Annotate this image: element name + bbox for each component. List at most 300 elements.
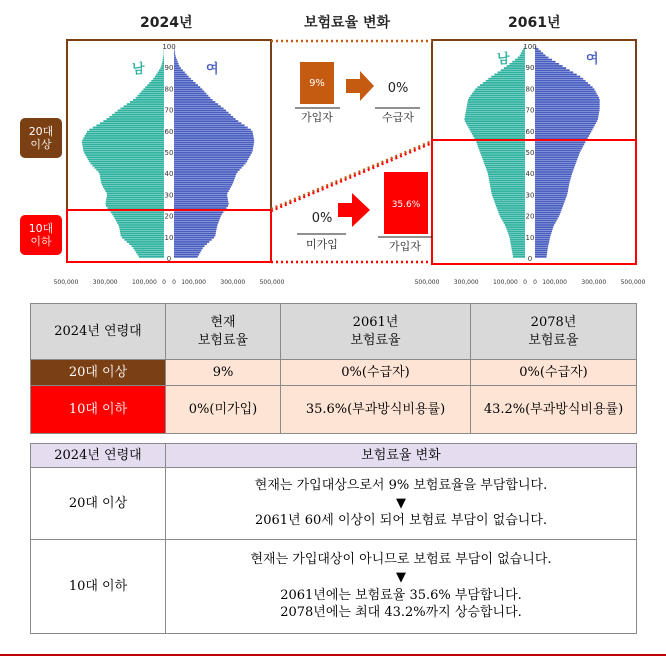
female-bar [174, 188, 230, 190]
female-bar [535, 158, 577, 160]
male-bar [498, 71, 525, 73]
female-bar [174, 165, 244, 167]
x-tick-label: 100,000 [181, 279, 207, 286]
male-bar [163, 54, 164, 56]
female-bar [174, 156, 249, 158]
male-bar [497, 207, 525, 209]
male-bar [92, 165, 164, 167]
female-bar [174, 243, 207, 245]
female-bar [174, 230, 216, 232]
male-bar [107, 118, 164, 120]
female-bar [535, 120, 597, 122]
female-bar [174, 184, 232, 186]
female-bar [535, 93, 597, 95]
y-tick-label: 0 [166, 255, 172, 263]
female-bar [174, 180, 234, 182]
male-bar [112, 114, 164, 116]
side-label-upper: 20대 이상 [20, 118, 62, 158]
female-bar [174, 97, 210, 99]
male-bar [124, 105, 164, 107]
male-bar [510, 239, 525, 241]
female-bar [174, 175, 236, 177]
male-bar [489, 180, 525, 182]
male-bar [488, 78, 525, 80]
female-bar [535, 144, 584, 146]
female-bar [535, 150, 581, 152]
female-bar [174, 207, 227, 209]
female-bar [535, 118, 598, 120]
male-bar [466, 112, 525, 114]
male-bar [155, 76, 164, 78]
x-tick-label: 300,000 [581, 279, 607, 286]
y-tick-label: 80 [525, 85, 535, 94]
female-bar [535, 156, 578, 158]
female-bar [535, 177, 571, 179]
female-bar [535, 205, 563, 207]
male-bar [107, 197, 164, 199]
female-bar [174, 124, 245, 126]
female-bar [535, 78, 583, 80]
male-bar [88, 158, 164, 160]
female-bar [535, 188, 568, 190]
female-bar [174, 169, 240, 171]
female-bar [535, 57, 549, 59]
female-bar [535, 112, 599, 114]
female-bar [174, 233, 216, 235]
female-bar [535, 146, 583, 148]
male-bar [472, 133, 525, 135]
female-bar [174, 220, 219, 222]
female-bar [174, 69, 183, 71]
female-bar [535, 105, 600, 107]
female-bar [535, 241, 549, 243]
female-bar [174, 192, 228, 194]
male-bar [158, 71, 164, 73]
male-bar [159, 69, 164, 71]
x-tick-label: 500,000 [259, 279, 285, 286]
male-bar [119, 226, 164, 228]
female-bar [174, 135, 253, 137]
male-bar [136, 252, 164, 254]
male-bar [511, 243, 525, 245]
table2-header-0: 2024년 연령대 [31, 444, 166, 468]
female-bar [174, 144, 254, 146]
female-bar [174, 59, 177, 61]
female-bar [174, 112, 228, 114]
male-bar [89, 129, 164, 131]
y-tick-label: 0 [527, 255, 533, 263]
male-bar [149, 82, 164, 84]
female-bar [174, 101, 215, 103]
male-bar [91, 163, 165, 165]
male-bar [112, 213, 164, 215]
male-bar [105, 190, 164, 192]
male-bar [102, 184, 164, 186]
female-bar [535, 194, 567, 196]
female-bar [535, 169, 573, 171]
female-bar [174, 250, 202, 252]
male-bar [471, 131, 525, 133]
male-bar [512, 252, 525, 254]
male-bar [156, 74, 164, 76]
female-bar [535, 116, 598, 118]
table1-row-label: 20대 이상 [31, 360, 166, 386]
table1-cell: 9% [166, 360, 281, 386]
female-bar [174, 186, 231, 188]
female-bar [535, 239, 550, 241]
female-bar [174, 203, 229, 205]
table1-cell: 35.6%(부과방식비용률) [281, 386, 471, 434]
female-bar [174, 78, 191, 80]
male-bar [117, 222, 164, 224]
female-bar [535, 180, 570, 182]
female-bar [535, 131, 591, 133]
male-bar [511, 247, 525, 249]
female-bar [535, 152, 580, 154]
female-bar [535, 54, 546, 56]
male-bar [465, 114, 525, 116]
male-bar [473, 135, 525, 137]
male-bar [504, 222, 525, 224]
x-tick-label: 500,000 [414, 279, 440, 286]
x-tick-label: 0 [172, 279, 176, 286]
male-bar [83, 146, 164, 148]
male-bar [162, 61, 164, 63]
y-tick-label: 100 [162, 43, 176, 51]
male-bar [480, 84, 525, 86]
female-bar [174, 216, 221, 218]
y-tick-label: 20 [164, 212, 174, 221]
down-arrow-icon: ▼ [396, 569, 406, 585]
x-tick-label: 0 [533, 279, 537, 286]
male-bar [143, 88, 164, 90]
male-bar [487, 169, 525, 171]
female-bar [174, 57, 176, 59]
female-bar [535, 247, 548, 249]
female-bar [174, 105, 221, 107]
male-bar [487, 171, 525, 173]
male-bar [98, 171, 164, 173]
male-bar [106, 205, 164, 207]
male-bar [86, 133, 164, 135]
male-bar [490, 182, 525, 184]
text-line: 2078년에는 최대 43.2%까지 상승합니다. [280, 605, 522, 621]
male-bar [114, 216, 164, 218]
female-bar [174, 252, 200, 254]
male-bar [488, 173, 525, 175]
male-bar [474, 137, 525, 139]
male-bar [491, 192, 525, 194]
female-bar [535, 235, 551, 237]
male-bar [106, 199, 164, 201]
male-bar [498, 209, 525, 211]
male-bar [509, 235, 525, 237]
female-bar [535, 218, 558, 220]
female-bar [174, 197, 228, 199]
female-bar [535, 209, 561, 211]
female-bar [535, 243, 549, 245]
female-bar [535, 137, 588, 139]
female-bar [174, 80, 193, 82]
female-bar [535, 103, 600, 105]
female-bar [535, 76, 580, 78]
female-bar [174, 148, 253, 150]
male-bar [476, 141, 525, 143]
male-bar [466, 110, 525, 112]
male-bar [475, 88, 525, 90]
male-bar [103, 186, 164, 188]
female-bar [535, 171, 573, 173]
female-bar [174, 110, 226, 112]
male-bar [105, 203, 164, 205]
female-bar [535, 167, 574, 169]
female-label-2061: 여 [586, 52, 599, 67]
female-bar [535, 52, 543, 54]
female-bar [535, 186, 569, 188]
table1-cell: 43.2%(부과방식비용률) [471, 386, 637, 434]
male-bar [109, 116, 164, 118]
female-bar [174, 235, 215, 237]
female-bar [535, 220, 557, 222]
female-bar [174, 177, 235, 179]
female-bar [535, 99, 600, 101]
female-bar [535, 173, 572, 175]
male-bar [510, 63, 525, 65]
male-bar [477, 144, 525, 146]
female-bar [174, 116, 233, 118]
male-bar [472, 93, 525, 95]
table2-row-text [166, 540, 637, 634]
male-bar [493, 197, 525, 199]
male-bar [506, 226, 525, 228]
x-tick-label: 100,000 [542, 279, 568, 286]
male-bar [135, 250, 164, 252]
female-bar [535, 256, 547, 258]
table2-row-label: 10대 이하 [31, 540, 166, 634]
lower-from-label: 미가입 [306, 238, 338, 251]
male-bar [124, 239, 164, 241]
male-bar [480, 150, 525, 152]
male-bar [468, 99, 525, 101]
male-bar [469, 97, 525, 99]
male-bar [483, 158, 525, 160]
male-bar [513, 256, 525, 258]
female-bar [174, 118, 236, 120]
female-bar [535, 148, 582, 150]
male-bar [115, 112, 164, 114]
male-bar [483, 82, 525, 84]
female-bar [174, 163, 246, 165]
male-bar [82, 141, 164, 143]
y-tick-label: 60 [525, 127, 535, 136]
male-label-2024: 남 [132, 62, 145, 77]
female-bar [174, 52, 175, 54]
female-bar [174, 160, 247, 162]
male-bar [100, 177, 164, 179]
table1-cell: 0%(수급자) [281, 360, 471, 386]
male-bar [495, 203, 525, 205]
table2-row-label: 20대 이상 [31, 468, 166, 540]
male-bar [510, 237, 525, 239]
male-bar [120, 233, 164, 235]
female-bar [174, 65, 179, 67]
female-bar [174, 228, 217, 230]
male-bar [485, 165, 525, 167]
female-bar [174, 194, 227, 196]
male-bar [120, 107, 164, 109]
male-bar [496, 205, 525, 207]
male-bar [513, 254, 525, 256]
y-tick-label: 50 [525, 149, 535, 157]
female-bar [535, 67, 566, 69]
female-bar [174, 133, 253, 135]
male-bar [471, 95, 525, 97]
female-bar [535, 203, 564, 205]
female-bar [535, 154, 579, 156]
male-bar [482, 156, 525, 158]
female-bar [535, 224, 554, 226]
male-bar [512, 61, 525, 63]
female-bar [535, 250, 547, 252]
male-bar [163, 57, 164, 59]
male-bar [131, 245, 164, 247]
male-bar [101, 182, 164, 184]
female-bar [535, 254, 547, 256]
female-bar [174, 224, 218, 226]
male-bar [85, 154, 164, 156]
female-bar [535, 97, 599, 99]
male-bar [87, 156, 164, 158]
upper-from-value: 9% [309, 78, 325, 89]
female-bar [174, 173, 236, 175]
male-bar [488, 175, 525, 177]
male-bar [499, 213, 525, 215]
x-tick-label: 300,000 [453, 279, 479, 286]
female-bar [535, 213, 560, 215]
female-bar [174, 63, 179, 65]
female-bar [535, 237, 550, 239]
table1-header-0: 2024년 연령대 [31, 304, 166, 360]
male-bar [498, 211, 525, 213]
female-bar [174, 245, 205, 247]
left-year-title: 2024년 [140, 15, 193, 31]
female-bar [174, 237, 214, 239]
male-bar [100, 122, 164, 124]
female-bar [174, 139, 254, 141]
lower-to-value: 35.6% [391, 200, 421, 210]
female-bar [535, 192, 568, 194]
female-label-2024: 여 [206, 62, 219, 77]
male-bar [494, 199, 525, 201]
female-bar [535, 135, 589, 137]
male-bar [141, 91, 164, 93]
y-tick-label: 70 [525, 106, 535, 115]
male-bar [100, 173, 164, 175]
male-bar [151, 80, 164, 82]
male-bar [104, 188, 164, 190]
male-bar [489, 177, 525, 179]
y-tick-label: 10 [164, 233, 174, 242]
male-bar [507, 228, 525, 230]
female-bar [174, 226, 217, 228]
female-bar [174, 84, 198, 86]
female-bar [174, 141, 254, 143]
male-bar [512, 250, 525, 252]
female-bar [535, 63, 559, 65]
male-bar [82, 144, 164, 146]
male-bar [464, 118, 525, 120]
female-bar [174, 150, 253, 152]
male-bar [101, 180, 164, 182]
male-bar [138, 95, 164, 97]
female-bar [174, 107, 224, 109]
female-bar [174, 201, 228, 203]
male-bar [96, 124, 164, 126]
upper-from-label: 가입자 [301, 111, 333, 124]
lower-from-value: 0% [311, 211, 333, 226]
male-bar [107, 192, 164, 194]
female-bar [535, 133, 590, 135]
female-bar [535, 114, 599, 116]
female-bar [174, 239, 212, 241]
male-bar [87, 131, 164, 133]
male-bar [479, 148, 525, 150]
female-bar [535, 207, 562, 209]
female-bar [174, 67, 181, 69]
male-bar [94, 167, 164, 169]
female-bar [174, 91, 204, 93]
female-bar [535, 182, 570, 184]
female-bar [174, 131, 253, 133]
y-tick-label: 30 [525, 191, 535, 200]
male-bar [478, 146, 525, 148]
pyramid-charts [0, 0, 666, 300]
male-bar [103, 120, 164, 122]
lower-arrow-icon [338, 193, 370, 227]
female-bar [535, 107, 600, 109]
female-bar [174, 254, 199, 256]
lower-to-label: 가입자 [389, 240, 421, 253]
female-bar [535, 245, 548, 247]
y-tick-label: 90 [164, 64, 174, 73]
female-bar [535, 165, 575, 167]
male-bar [89, 160, 164, 162]
male-bar [468, 101, 525, 103]
male-bar [83, 137, 164, 139]
male-bar [467, 103, 525, 105]
male-bar [515, 59, 525, 61]
x-tick-label: 300,000 [92, 279, 118, 286]
male-bar [501, 218, 525, 220]
male-bar [501, 69, 525, 71]
female-bar [174, 190, 229, 192]
male-bar [130, 101, 164, 103]
male-bar [470, 129, 525, 131]
male-bar [483, 160, 525, 162]
male-bar [508, 233, 525, 235]
table1-header-3: 2078년 보험료율 [471, 304, 637, 360]
female-bar [535, 124, 595, 126]
male-bar [145, 86, 164, 88]
female-bar [174, 167, 242, 169]
female-bar [535, 69, 570, 71]
table1-cell: 0%(미가입) [166, 386, 281, 434]
rate-table [30, 303, 637, 434]
female-bar [174, 213, 222, 215]
female-bar [535, 201, 565, 203]
male-bar [139, 256, 164, 258]
female-bar [535, 190, 568, 192]
